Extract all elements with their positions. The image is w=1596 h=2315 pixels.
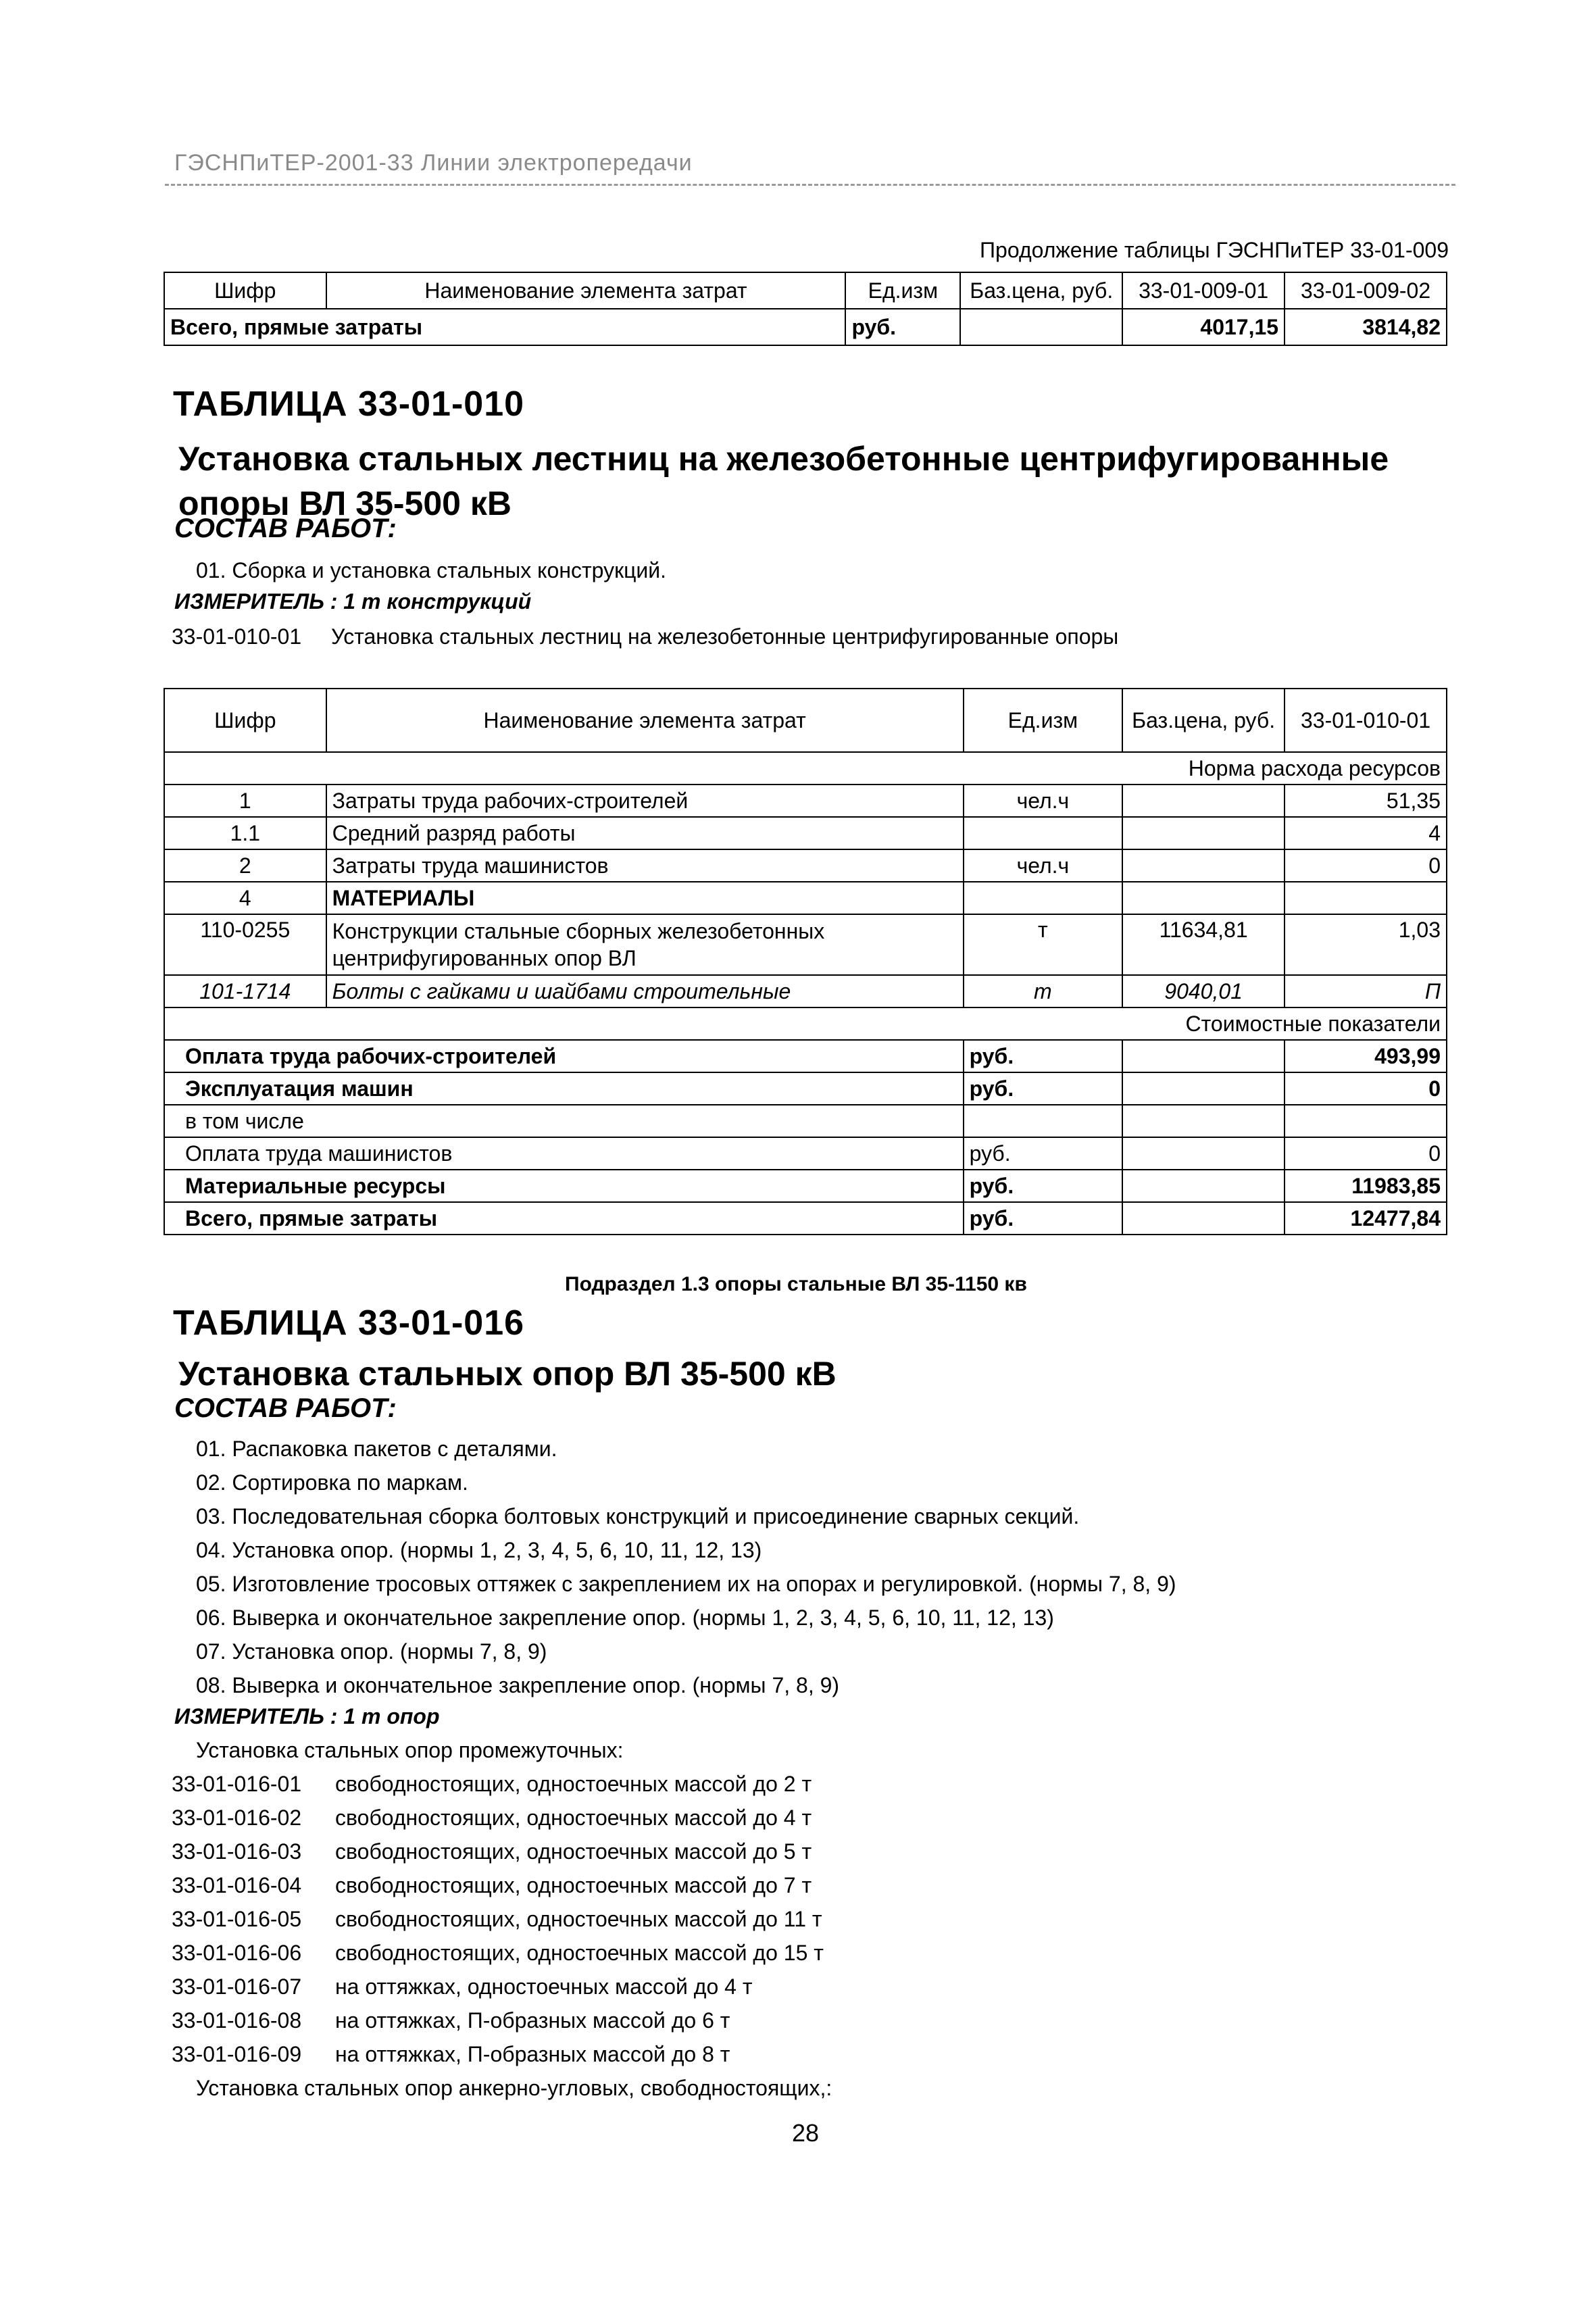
code-desc: на оттяжках, П-образных массой до 6 т [335, 2008, 730, 2033]
cost-unit: руб. [964, 1040, 1123, 1072]
cost-value [1285, 1105, 1447, 1137]
code-desc: свободностоящих, одностоечных массой до 2 т [335, 1772, 812, 1796]
row-unit: чел.ч [964, 785, 1123, 817]
table-row [164, 817, 1447, 849]
code-desc: на оттяжках, одностоечных массой до 4 т [335, 1974, 753, 1999]
row-code: 4 [164, 882, 326, 914]
cost-unit: руб. [964, 1202, 1123, 1235]
work-item: 02. Сортировка по маркам. [196, 1470, 468, 1495]
row-value: 1,03 [1285, 914, 1447, 975]
row-name: МАТЕРИАЛЫ [326, 882, 964, 914]
resource-table-010 [164, 688, 1447, 1235]
code-desc: свободностоящих, одностоечных массой до 15 т [335, 1941, 824, 1965]
work-item: 03. Последовательная сборка болтовых конструкций и присоединение сварных секций. [196, 1504, 1080, 1528]
continuation-note: Продолжение таблицы ГЭСНПиТЕР 33-01-009 [980, 238, 1449, 262]
total-value-2: 3814,82 [1285, 309, 1447, 345]
row-name-line-1: Конструкции стальные сборных железобетонных [332, 919, 825, 943]
header-cell: 33-01-009-02 [1285, 272, 1447, 309]
work-item: 05. Изготовление тросовых оттяжек с закреплением их на опорах и регулировкой. (нормы 7, 8, 9) [196, 1572, 1176, 1596]
cost-name: Оплата труда машинистов [164, 1137, 964, 1170]
row-value: 4 [1285, 817, 1447, 849]
code-item: 33-01-016-08 [172, 2008, 302, 2033]
row-code: 2 [164, 849, 326, 882]
code-item: 33-01-016-06 [172, 1941, 302, 1965]
header-cell: Ед.изм [964, 689, 1123, 752]
row-code: 1.1 [164, 817, 326, 849]
code-desc: на оттяжках, П-образных массой до 8 т [335, 2042, 730, 2066]
code-item: 33-01-016-01 [172, 1772, 302, 1796]
header-cell: Наименование элемента затрат [326, 689, 964, 752]
cost-name: Оплата труда рабочих-строителей [164, 1040, 964, 1072]
header-rule [165, 184, 1455, 186]
empty-cell [1122, 1202, 1285, 1235]
cost-value: 0 [1285, 1137, 1447, 1170]
code-item: 33-01-016-05 [172, 1907, 302, 1931]
row-price [1122, 882, 1285, 914]
table-010-code-desc: Установка стальных лестниц на железобетонные центрифугированные опоры [331, 624, 1119, 649]
row-price: 9040,01 [1122, 975, 1285, 1007]
row-value: 51,35 [1285, 785, 1447, 817]
cost-unit: руб. [964, 1072, 1123, 1105]
empty-cell [1122, 1072, 1285, 1105]
cost-name: Всего, прямые затраты [164, 1202, 964, 1235]
table-row [164, 785, 1447, 817]
code-item: 33-01-016-04 [172, 1873, 302, 1897]
cost-header: Стоимостные показатели [164, 1007, 1447, 1040]
row-unit [964, 817, 1123, 849]
total-label: Всего, прямые затраты [164, 309, 845, 345]
header-cell: Шифр [164, 272, 326, 309]
cost-name: Эксплуатация машин [164, 1072, 964, 1105]
table-016-title: ТАБЛИЦА 33-01-016 [173, 1303, 525, 1343]
cost-row [164, 1137, 1447, 1170]
row-unit [964, 882, 1123, 914]
table-010-sostav: СОСТАВ РАБОТ: [174, 514, 397, 543]
cost-value: 0 [1285, 1072, 1447, 1105]
table-016-subtitle: Установка стальных опор ВЛ 35-500 кВ [178, 1355, 837, 1393]
code-desc: свободностоящих, одностоечных массой до 11 т [335, 1907, 822, 1931]
table-row [164, 882, 1447, 914]
group-title: Установка стальных опор промежуточных: [196, 1738, 624, 1762]
code-desc: свободностоящих, одностоечных массой до 7 т [335, 1873, 812, 1897]
row-unit: чел.ч [964, 849, 1123, 882]
table-header-row [164, 272, 1447, 309]
header-cell: Баз.цена, руб. [960, 272, 1122, 309]
header-cell: 33-01-010-01 [1285, 689, 1447, 752]
row-price [1122, 849, 1285, 882]
code-item: 33-01-016-02 [172, 1806, 302, 1830]
row-code: 110-0255 [164, 914, 326, 975]
row-name-line-2: центрифугированных опор ВЛ [332, 946, 637, 970]
work-item: 06. Выверка и окончательное закрепление опор. (нормы 1, 2, 3, 4, 5, 6, 10, 11, 12, 13) [196, 1605, 1054, 1630]
header-cell: 33-01-009-01 [1122, 272, 1285, 309]
code-item: 33-01-016-09 [172, 2042, 302, 2066]
row-name [326, 914, 964, 975]
cost-header-row [164, 1007, 1447, 1040]
header-cell: Баз.цена, руб. [1122, 689, 1285, 752]
table-016-sostav: СОСТАВ РАБОТ: [174, 1393, 397, 1423]
table-010-subtitle: Установка стальных лестниц на железобетонные центрифугированные опоры ВЛ 35-500 кВ [178, 440, 1389, 522]
work-item: 01. Распаковка пакетов с деталями. [196, 1437, 557, 1461]
cost-row [164, 1105, 1447, 1137]
table-header-row [164, 689, 1447, 752]
header-cell: Шифр [164, 689, 326, 752]
cost-unit: руб. [964, 1170, 1123, 1202]
cost-row [164, 1072, 1447, 1105]
row-name: Средний разряд работы [326, 817, 964, 849]
code-item: 33-01-016-07 [172, 1974, 302, 1999]
empty-cell [1122, 1137, 1285, 1170]
work-item: 07. Установка опор. (нормы 7, 8, 9) [196, 1639, 547, 1664]
row-unit: т [964, 914, 1123, 975]
table-row [164, 309, 1447, 345]
total-value-1: 4017,15 [1122, 309, 1285, 345]
total-unit: руб. [845, 309, 960, 345]
empty-cell [1122, 1170, 1285, 1202]
row-name: Затраты труда машинистов [326, 849, 964, 882]
table-row [164, 914, 1447, 975]
group-title: Установка стальных опор анкерно-угловых, свободностоящих,: [196, 2076, 832, 2100]
table-row [164, 975, 1447, 1007]
table-016-measure: ИЗМЕРИТЕЛЬ : 1 т опор [174, 1704, 440, 1728]
cost-name: Материальные ресурсы [164, 1170, 964, 1202]
cost-value: 493,99 [1285, 1040, 1447, 1072]
cost-value: 11983,85 [1285, 1170, 1447, 1202]
norm-header-row [164, 752, 1447, 785]
subsection-title: Подраздел 1.3 опоры стальные ВЛ 35-1150 кв [565, 1273, 1027, 1295]
running-header: ГЭСНПиТЕР-2001-33 Линии электропередачи [174, 150, 693, 176]
header-cell: Наименование элемента затрат [326, 272, 846, 309]
row-value: 0 [1285, 849, 1447, 882]
code-item: 33-01-016-03 [172, 1839, 302, 1864]
row-code: 101-1714 [164, 975, 326, 1007]
cost-value: 12477,84 [1285, 1202, 1447, 1235]
empty-cell [1122, 1105, 1285, 1137]
norm-header: Норма расхода ресурсов [164, 752, 1447, 785]
row-code: 1 [164, 785, 326, 817]
header-cell: Ед.изм [845, 272, 960, 309]
table-010-code: 33-01-010-01 [172, 624, 302, 649]
page-number: 28 [792, 2119, 820, 2147]
continuation-table [164, 272, 1447, 346]
code-desc: свободностоящих, одностоечных массой до 4 т [335, 1806, 812, 1830]
cost-unit: руб. [964, 1137, 1123, 1170]
cost-row [164, 1170, 1447, 1202]
table-010-title: ТАБЛИЦА 33-01-010 [173, 384, 525, 424]
cost-unit [964, 1105, 1123, 1137]
row-value [1285, 882, 1447, 914]
work-item: 04. Установка опор. (нормы 1, 2, 3, 4, 5, 6, 10, 11, 12, 13) [196, 1538, 762, 1562]
work-item: 08. Выверка и окончательное закрепление опор. (нормы 7, 8, 9) [196, 1673, 840, 1697]
row-value: П [1285, 975, 1447, 1007]
row-price [1122, 785, 1285, 817]
row-name: Болты с гайками и шайбами строительные [326, 975, 964, 1007]
cost-name: в том числе [164, 1105, 964, 1137]
cost-row [164, 1202, 1447, 1235]
cost-row [164, 1040, 1447, 1072]
table-row [164, 849, 1447, 882]
table-010-measure: ИЗМЕРИТЕЛЬ : 1 т конструкций [174, 589, 532, 614]
row-unit: т [964, 975, 1123, 1007]
empty-cell [960, 309, 1122, 345]
work-item: 01. Сборка и установка стальных конструкций. [196, 558, 667, 582]
row-price [1122, 817, 1285, 849]
row-name: Затраты труда рабочих-строителей [326, 785, 964, 817]
row-price: 11634,81 [1122, 914, 1285, 975]
code-desc: свободностоящих, одностоечных массой до 5 т [335, 1839, 812, 1864]
empty-cell [1122, 1040, 1285, 1072]
